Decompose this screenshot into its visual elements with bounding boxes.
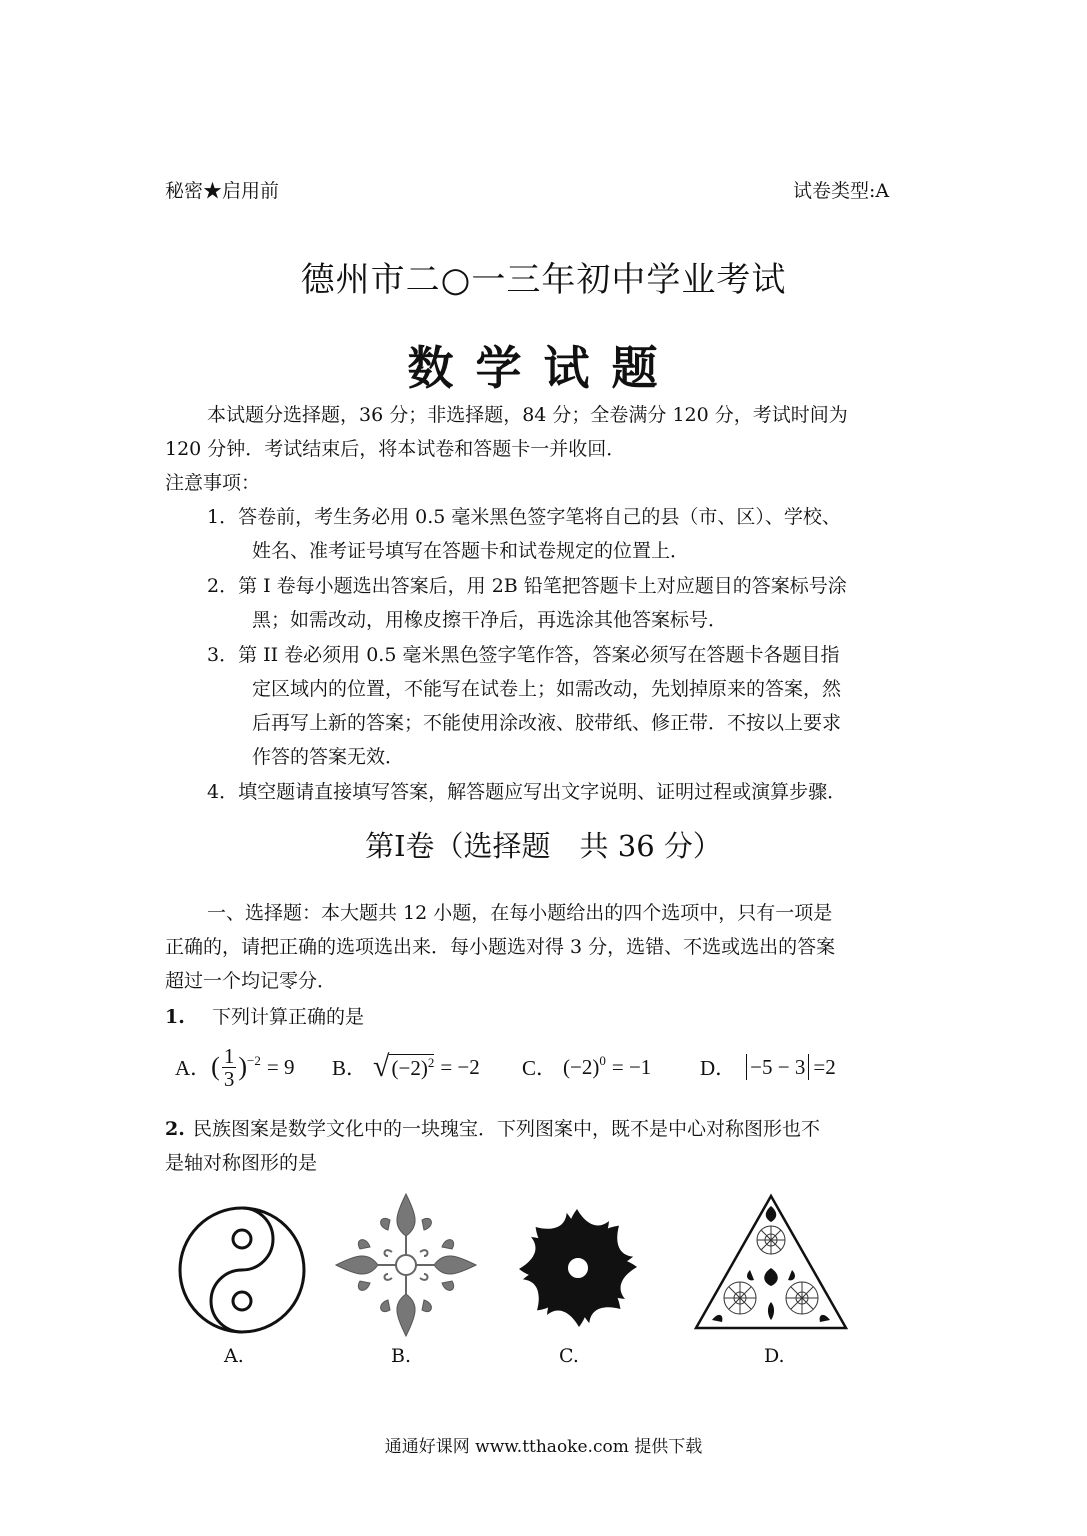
floral-cross-figure (332, 1190, 480, 1340)
figure-label-a: A. (224, 1345, 244, 1367)
q1-d-label: D． (700, 1056, 737, 1080)
q1-a-exponent: −2 (247, 1053, 261, 1068)
q1-d-absolute: −5 − 3 (746, 1054, 809, 1080)
notes-heading: 注意事项： (165, 472, 261, 494)
section-title: 第I卷（选择题 共 36 分） (365, 829, 722, 863)
q1-option-d (700, 1040, 836, 1094)
q1-number: 1. (165, 1006, 185, 1028)
note-1-line-2: 姓名、准考证号填写在答题卡和试卷规定的位置上． (252, 540, 690, 562)
section-intro-line-2: 正确的，请把正确的选项选出来．每小题选对得 3 分，选错、不选或选出的答案 (165, 936, 836, 958)
note-4-line-1: 4．填空题请直接填写答案，解答题应写出文字说明、证明过程或演算步骤． (207, 781, 847, 803)
exam-title: 德州市二○一三年初中学业考试 (300, 260, 787, 300)
q1-option-a: A． ( $\frac{1}{3}$ ) $^{-2}$ = 9 (175, 1043, 295, 1091)
sqrt-icon: √ (373, 1050, 390, 1083)
q1-a-numerator: 1 (223, 1043, 235, 1068)
q1-b-radicand: (−2) (391, 1055, 428, 1080)
figure-label-b: B. (391, 1345, 412, 1367)
footer-source: 通通好课网 www.tthaoke.com 提供下载 (384, 1437, 703, 1457)
q2-line-1: 民族图案是数学文化中的一块瑰宝．下列图案中，既不是中心对称图形也不 (193, 1118, 821, 1140)
yin-yang-figure (172, 1200, 312, 1340)
intro-line-2: 120 分钟．考试结束后，将本试卷和答题卡一并收回． (165, 438, 626, 460)
intro-line-1: 本试题分选择题，36 分；非选择题，84 分；全卷满分 120 分，考试时间为 (207, 404, 848, 426)
q1-c-result: = −1 (611, 1054, 652, 1079)
figure-label-c: C. (559, 1345, 579, 1367)
note-1-line-1: 1．答卷前，考生务必用 0.5 毫米黑色签字笔将自己的县（市、区）、学校、 (207, 506, 841, 528)
q1-a-denominator: 3 (223, 1066, 235, 1091)
q1-a-fraction (222, 1045, 237, 1090)
note-2-line-1: 2．第 I 卷每小题选出答案后，用 2B 铅笔把答题卡上对应题目的答案标号涂 (207, 575, 847, 597)
section-intro-line-1: 一、选择题：本大题共 12 小题，在每小题给出的四个选项中，只有一项是 (207, 902, 833, 924)
paper-type-label: 试卷类型:A (793, 180, 890, 202)
q1-a-result: = 9 (266, 1054, 295, 1079)
note-3-line-4: 作答的答案无效． (252, 746, 405, 768)
q1-option-b (332, 1040, 480, 1094)
subject-title: 数学试题 (407, 341, 680, 395)
q1-b-result: = −2 (440, 1054, 480, 1079)
q2-number: 2. (165, 1118, 185, 1140)
q2-line-2: 是轴对称图形的是 (165, 1152, 318, 1174)
note-3-line-3: 后再写上新的答案；不能使用涂改液、胶带纸、修正带．不按以上要求 (252, 712, 842, 734)
q1-option-c (522, 1040, 651, 1094)
note-3-line-2: 定区域内的位置，不能写在试卷上；如需改动，先划掉原来的答案，然 (252, 678, 842, 700)
q1-b-exponent: 2 (427, 1054, 435, 1070)
note-2-line-2: 黑；如需改动，用橡皮擦干净后，再选涂其他答案标号． (252, 609, 728, 631)
q1-a-label: A． (175, 1056, 212, 1080)
q1-stem: 下列计算正确的是 (212, 1006, 365, 1028)
q1-d-result: =2 (813, 1054, 836, 1079)
section-intro-line-3: 超过一个均记零分． (165, 970, 337, 992)
figure-label-d: D. (764, 1345, 785, 1367)
note-3-line-1: 3．第 II 卷必须用 0.5 毫米黑色签字笔作答，答案必须写在答题卡各题目指 (207, 644, 840, 666)
q1-c-exponent: 0 (599, 1053, 606, 1068)
q1-c-label: C． (522, 1056, 558, 1080)
q1-c-base: (−2) (563, 1054, 600, 1079)
pinwheel-flower-figure (505, 1195, 651, 1341)
q1-b-label: B． (332, 1056, 368, 1080)
ornamental-triangle-figure (692, 1192, 850, 1332)
confidential-label: 秘密★启用前 (165, 180, 280, 202)
